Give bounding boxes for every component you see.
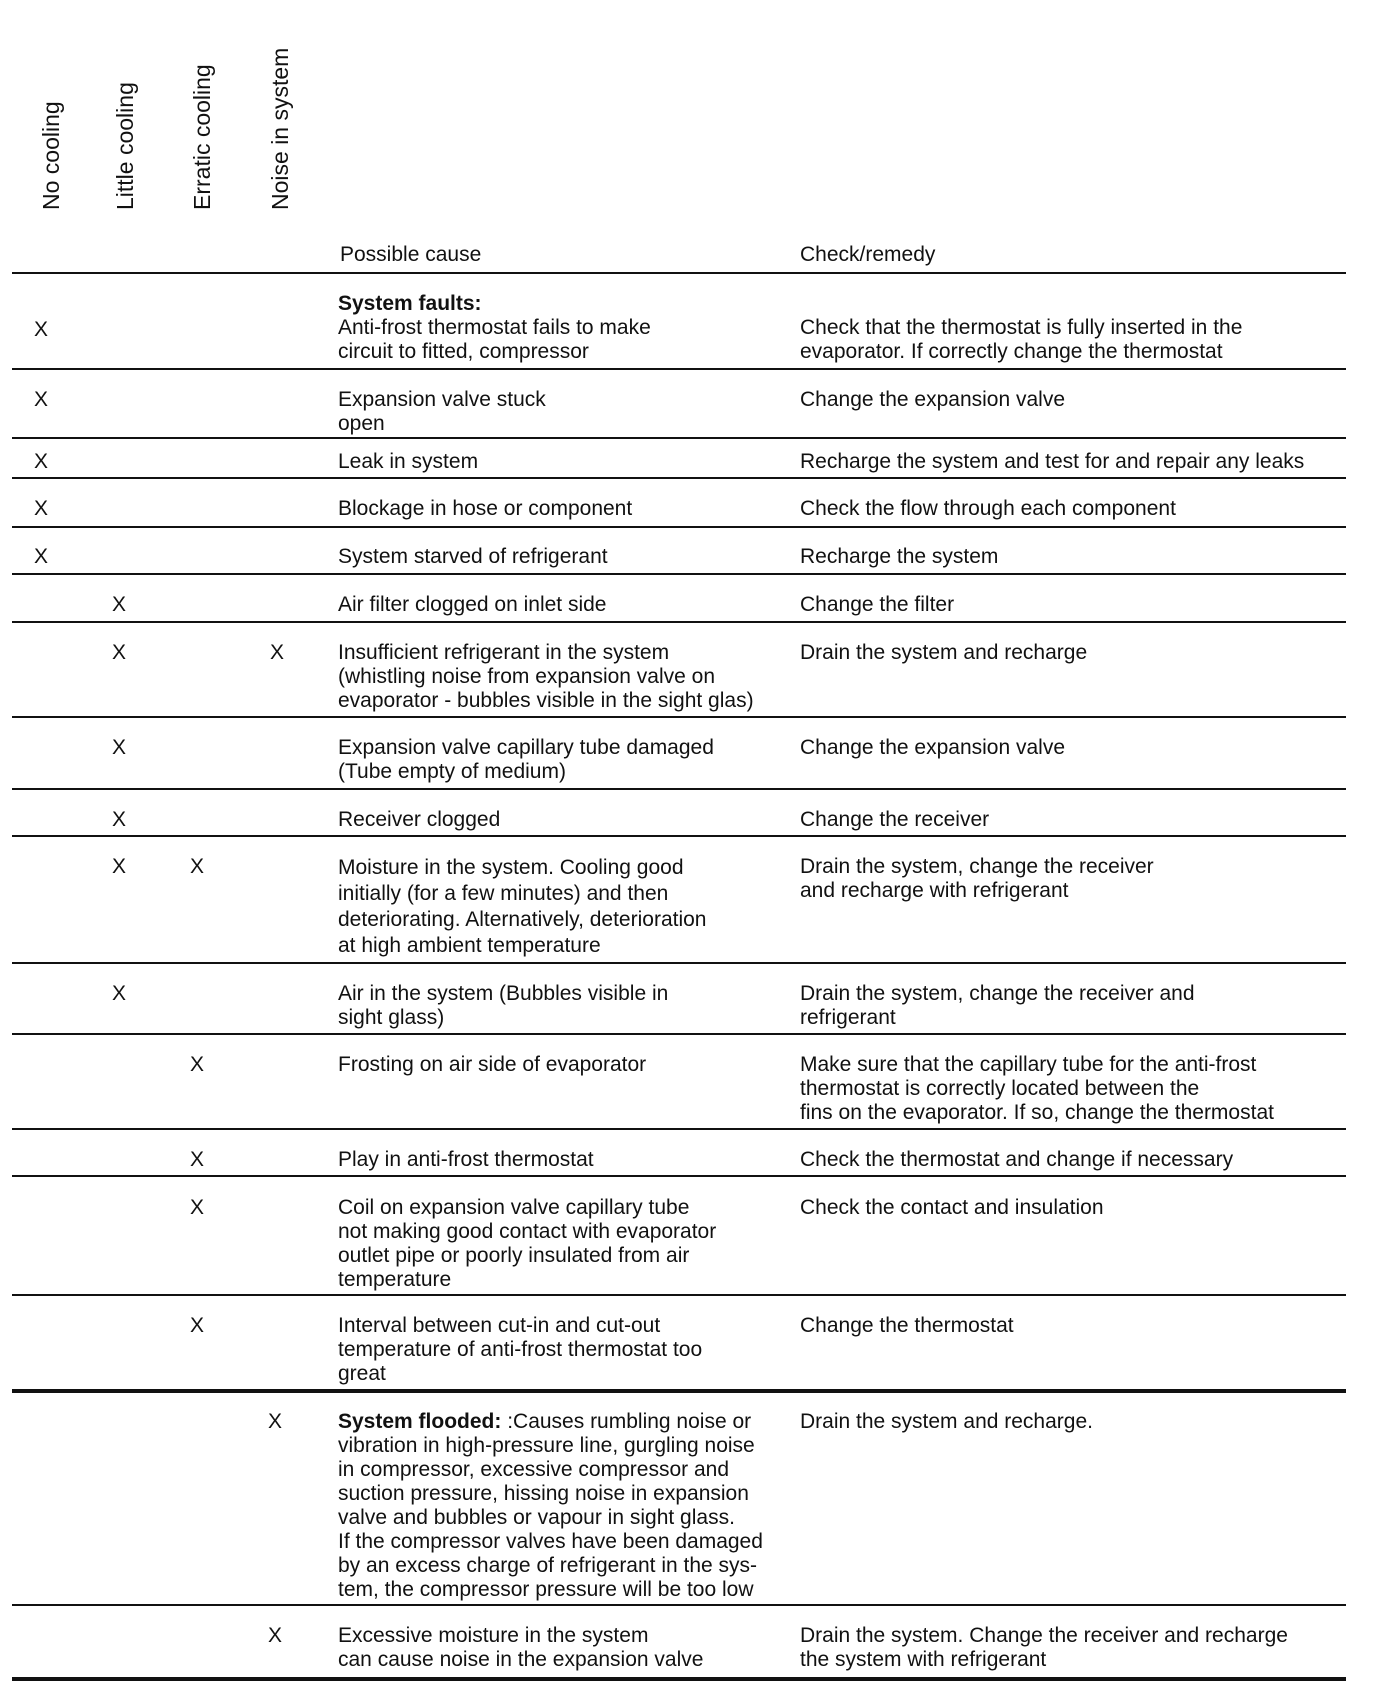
remedy-text: Change the expansion valve: [800, 736, 1066, 759]
cause-text: System starved of refrigerant: [338, 545, 608, 568]
cause-text: Moisture in the system. Cooling good initially (for a few minutes) and then deteriorating. Alternatively, deterioration at high ambient temperature: [338, 856, 707, 957]
remedy-text: Check the flow through each component: [800, 497, 1176, 520]
cause-text: Frosting on air side of evaporator: [338, 1053, 647, 1076]
mark-little-cooling: X: [112, 808, 127, 831]
cause-body: :Causes rumbling noise or vibration in high-pressure line, gurgling noise in compressor, excessive compressor and suction pressure, hissing noise in expansion valve and bubbles or vapour in sight glass. If the compressor valves have been damaged by an excess charge of refrigerant in the sys- tem, the compressor pressure will be too low: [338, 1410, 763, 1601]
row-divider: [12, 716, 1346, 718]
cause-text: Expansion valve stuck open: [338, 388, 546, 435]
remedy-text: Recharge the system and test for and repair any leaks: [800, 450, 1305, 473]
cause-text: Interval between cut-in and cut-out temperature of anti-frost thermostat too great: [338, 1314, 703, 1385]
mark-no-cooling: X: [34, 388, 49, 411]
cause-lead: System flooded:: [338, 1410, 502, 1433]
mark-no-cooling: X: [34, 450, 49, 473]
mark-no-cooling: X: [34, 545, 49, 568]
row-divider: [12, 835, 1346, 837]
header-no-cooling: No cooling: [38, 101, 64, 210]
cause-text: Receiver clogged: [338, 808, 501, 831]
row-divider: [12, 368, 1346, 370]
row-divider: [12, 573, 1346, 575]
row-divider: [12, 1389, 1346, 1393]
row-divider: [12, 1604, 1346, 1606]
row-divider: [12, 437, 1346, 439]
remedy-text: Change the receiver: [800, 808, 990, 831]
cause-text: [338, 292, 788, 364]
cause-text: Blockage in hose or component: [338, 497, 633, 520]
mark-little-cooling: X: [112, 855, 127, 878]
cause-text: Air filter clogged on inlet side: [338, 593, 607, 616]
column-header-cause: Possible cause: [340, 243, 482, 266]
column-header-remedy: Check/remedy: [800, 243, 936, 266]
remedy-text: Check the thermostat and change if necessary: [800, 1148, 1234, 1171]
cause-text: Air in the system (Bubbles visible in sight glass): [338, 982, 669, 1029]
row-divider: [12, 526, 1346, 528]
mark-erratic-cooling: X: [190, 1148, 205, 1171]
remedy-text: Change the filter: [800, 593, 955, 616]
row-divider: [12, 1033, 1346, 1035]
mark-no-cooling: X: [34, 318, 49, 341]
remedy-text: Drain the system, change the receiver and recharge with refrigerant: [800, 855, 1154, 902]
mark-little-cooling: X: [112, 641, 127, 664]
mark-little-cooling: X: [112, 982, 127, 1005]
header-rule: [12, 272, 1346, 274]
remedy-text: Drain the system and recharge: [800, 641, 1088, 664]
mark-erratic-cooling: X: [190, 855, 205, 878]
header-little-cooling: Little cooling: [112, 82, 138, 210]
cause-text: Insufficient refrigerant in the system (whistling noise from expansion valve on evaporator - bubbles visible in the sight glas): [338, 641, 754, 712]
mark-erratic-cooling: X: [190, 1196, 205, 1219]
mark-erratic-cooling: X: [190, 1053, 205, 1076]
cause-text: Excessive moisture in the system can cause noise in the expansion valve: [338, 1624, 704, 1671]
remedy-text: Recharge the system: [800, 545, 999, 568]
mark-noise: X: [270, 641, 285, 664]
remedy-text: Drain the system, change the receiver and refrigerant: [800, 982, 1195, 1029]
cause-lead: System faults:: [338, 292, 482, 315]
mark-no-cooling: X: [34, 497, 49, 520]
mark-little-cooling: X: [112, 593, 127, 616]
header-noise-in-system: Noise in system: [267, 47, 293, 210]
mark-erratic-cooling: X: [190, 1314, 205, 1337]
row-divider: [12, 788, 1346, 790]
remedy-text: Drain the system. Change the receiver and recharge the system with refrigerant: [800, 1624, 1288, 1671]
cause-text: Expansion valve capillary tube damaged (Tube empty of medium): [338, 736, 714, 783]
row-divider: [12, 621, 1346, 623]
cause-body: Anti-frost thermostat fails to make circuit to fitted, compressor: [338, 316, 651, 363]
cause-text: Coil on expansion valve capillary tube not making good contact with evaporator outlet pipe or poorly insulated from air temperature: [338, 1196, 717, 1291]
row-divider: [12, 477, 1346, 479]
cause-text: Leak in system: [338, 450, 479, 473]
row-divider: [12, 1294, 1346, 1296]
header-erratic-cooling: Erratic cooling: [189, 64, 215, 210]
table-bottom-rule: [12, 1677, 1346, 1681]
remedy-text: Change the thermostat: [800, 1314, 1014, 1337]
row-divider: [12, 1175, 1346, 1177]
mark-noise: X: [268, 1624, 283, 1647]
remedy-text: Drain the system and recharge.: [800, 1410, 1093, 1433]
row-divider: [12, 1128, 1346, 1130]
cause-text: [338, 1410, 788, 1602]
cause-text: Play in anti-frost thermostat: [338, 1148, 594, 1171]
remedy-text: Make sure that the capillary tube for the anti-frost thermostat is correctly located between the fins on the evaporator. If so, change the thermostat: [800, 1053, 1274, 1124]
remedy-text: Check the contact and insulation: [800, 1196, 1104, 1219]
mark-little-cooling: X: [112, 736, 127, 759]
remedy-text: Change the expansion valve: [800, 388, 1066, 411]
row-divider: [12, 962, 1346, 964]
mark-noise: X: [268, 1410, 283, 1433]
remedy-text: Check that the thermostat is fully inserted in the evaporator. If correctly change the thermostat: [800, 316, 1243, 363]
